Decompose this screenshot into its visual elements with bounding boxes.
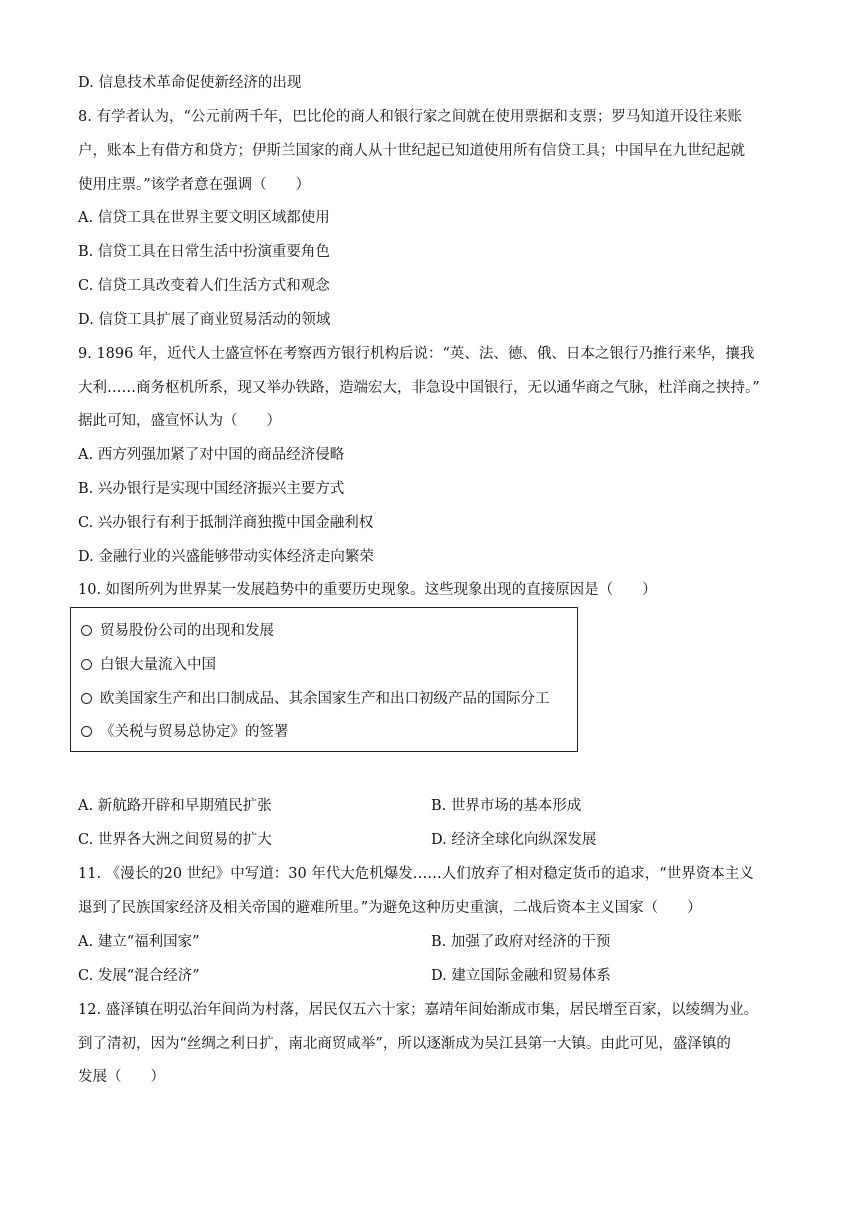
- q9-stem-line: 9. 1896 年，近代人士盛宣怀在考察西方银行机构后说：“英、法、德、俄、日本之银行乃推行来华，攘我: [78, 346, 755, 362]
- circle-bullet-icon: [81, 625, 92, 636]
- q11-option-c[interactable]: C. 发展“混合经济”: [78, 968, 200, 984]
- q9-stem-line: 据此可知，盛宣怀认为（ ）: [78, 413, 281, 429]
- q9-option-b[interactable]: B. 兴办银行是实现中国经济振兴主要方式: [78, 481, 345, 497]
- q11-option-a[interactable]: A. 建立“福利国家”: [78, 934, 200, 950]
- q9-option-c[interactable]: C. 兴办银行有利于抵制洋商独揽中国金融利权: [78, 515, 374, 531]
- q9-stem-line: 大利……商务枢机所系，现又举办铁路，造端宏大，非急设中国银行，无以通华商之气脉，杜洋商之挟持。”: [78, 380, 760, 396]
- q12-stem-line: 发展（ ）: [78, 1069, 165, 1085]
- q8-stem-line: 使用庄票。”该学者意在强调（ ）: [78, 177, 311, 193]
- q8-option-a[interactable]: A. 信贷工具在世界主要文明区域都使用: [78, 210, 330, 226]
- circle-bullet-icon: [81, 726, 92, 737]
- q11-option-d[interactable]: D. 建立国际金融和贸易体系: [431, 968, 611, 984]
- circle-bullet-icon: [81, 659, 92, 670]
- q8-option-c[interactable]: C. 信贷工具改变着人们生活方式和观念: [78, 278, 330, 294]
- q11-stem-line: 退到了民族国家经济及相关帝国的避难所里。”为避免这种历史重演，二战后资本主义国家（ ）: [78, 900, 702, 916]
- q8-stem-line: 8. 有学者认为，“公元前两千年，巴比伦的商人和银行家之间就在使用票据和支票；罗马知道开设往来账: [78, 109, 742, 125]
- q11-option-b[interactable]: B. 加强了政府对经济的干预: [431, 934, 611, 950]
- q10-option-a[interactable]: A. 新航路开辟和早期殖民扩张: [78, 798, 272, 814]
- q10-option-d[interactable]: D. 经济全球化向纵深发展: [431, 832, 597, 848]
- q10-figure-box: [70, 607, 578, 752]
- q9-option-a[interactable]: A. 西方列强加紧了对中国的商品经济侵略: [78, 447, 345, 463]
- q10-box-item: 白银大量流入中国: [81, 655, 216, 675]
- q10-option-b[interactable]: B. 世界市场的基本形成: [431, 798, 582, 814]
- q8-stem-line: 户，账本上有借方和贷方；伊斯兰国家的商人从十世纪起已知道使用所有信贷工具；中国早在九世纪起就: [78, 143, 745, 159]
- q10-box-item: 贸易股份公司的出现和发展: [81, 621, 274, 641]
- q11-stem-line: 11. 《漫长的20 世纪》中写道：30 年代大危机爆发……人们放弃了相对稳定货币的追求，“世界资本主义: [78, 866, 754, 882]
- q12-stem-line: 12. 盛泽镇在明弘治年间尚为村落，居民仅五六十家；嘉靖年间始渐成市集，居民增至百家，以绫绸为业。: [78, 1002, 759, 1018]
- q8-option-b[interactable]: B. 信贷工具在日常生活中扮演重要角色: [78, 244, 330, 260]
- q10-box-item: 《关税与贸易总协定》的签署: [81, 722, 289, 742]
- q9-option-d[interactable]: D. 金融行业的兴盛能够带动实体经济走向繁荣: [78, 549, 374, 565]
- q10-stem: 10. 如图所列为世界某一发展趋势中的重要历史现象。这些现象出现的直接原因是（ ）: [78, 582, 657, 598]
- q7-option-d: D. 信息技术革命促使新经济的出现: [78, 75, 302, 91]
- q10-option-c[interactable]: C. 世界各大洲之间贸易的扩大: [78, 832, 272, 848]
- circle-bullet-icon: [81, 693, 92, 704]
- q8-option-d[interactable]: D. 信贷工具扩展了商业贸易活动的领域: [78, 312, 331, 328]
- q10-box-item: 欧美国家生产和出口制成品、其余国家生产和出口初级产品的国际分工: [81, 689, 550, 709]
- q12-stem-line: 到了清初，因为“丝绸之利日扩，南北商贸咸举”，所以逐渐成为吴江县第一大镇。由此可见，盛泽镇的: [78, 1036, 731, 1052]
